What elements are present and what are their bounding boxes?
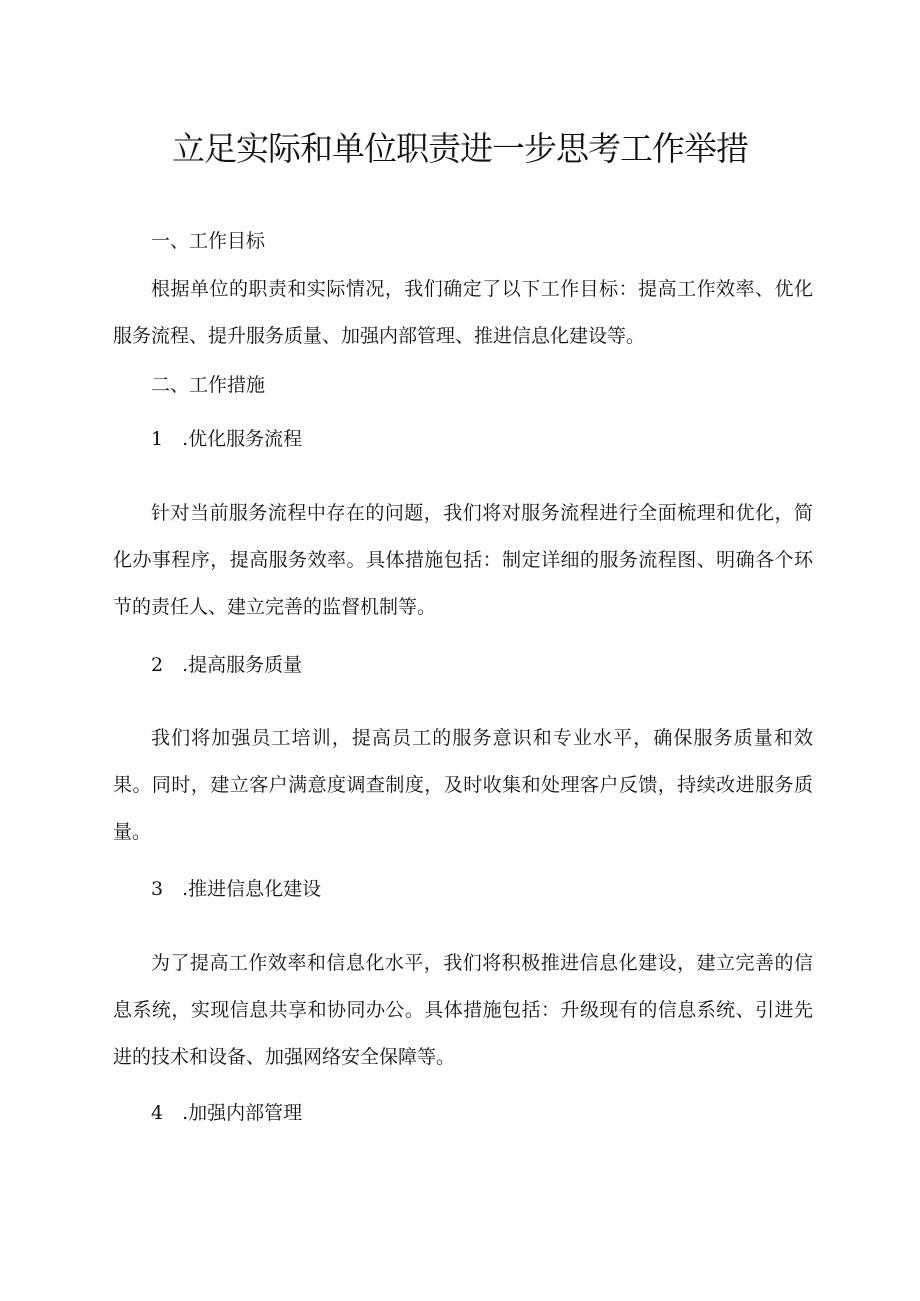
goals-paragraph: 根据单位的职责和实际情况，我们确定了以下工作目标：提高工作效率、优化服务流程、提升服务质量、加强内部管理、推进信息化建设等。 xyxy=(113,278,813,347)
item-paragraph-3: 为了提高工作效率和信息化水平，我们将积极推进信息化建设，建立完善的信息系统，实现信息共享和协同办公。具体措施包括：升级现有的信息系统、引进先进的技术和设备、加强网络安全保障等。 xyxy=(113,952,813,1068)
item-heading-2: 2 .提高服务质量 xyxy=(151,654,303,676)
item-heading-3: 3 .推进信息化建设 xyxy=(151,878,322,900)
item-paragraph-1: 针对当前服务流程中存在的问题，我们将对服务流程进行全面梳理和优化，简化办事程序，提高服务效率。具体措施包括：制定详细的服务流程图、明确各个环节的责任人、建立完善的监督机制等。 xyxy=(113,502,813,618)
item-heading-1: 1 .优化服务流程 xyxy=(151,428,303,450)
section-heading-goals: 一、工作目标 xyxy=(151,230,266,252)
item-heading-4: 4 .加强内部管理 xyxy=(151,1102,303,1124)
document-title: 立足实际和单位职责进一步思考工作举措 xyxy=(172,129,748,168)
section-heading-measures: 二、工作措施 xyxy=(151,374,266,396)
item-paragraph-2: 我们将加强员工培训，提高员工的服务意识和专业水平，确保服务质量和效果。同时，建立客户满意度调查制度，及时收集和处理客户反馈，持续改进服务质量。 xyxy=(113,727,813,843)
